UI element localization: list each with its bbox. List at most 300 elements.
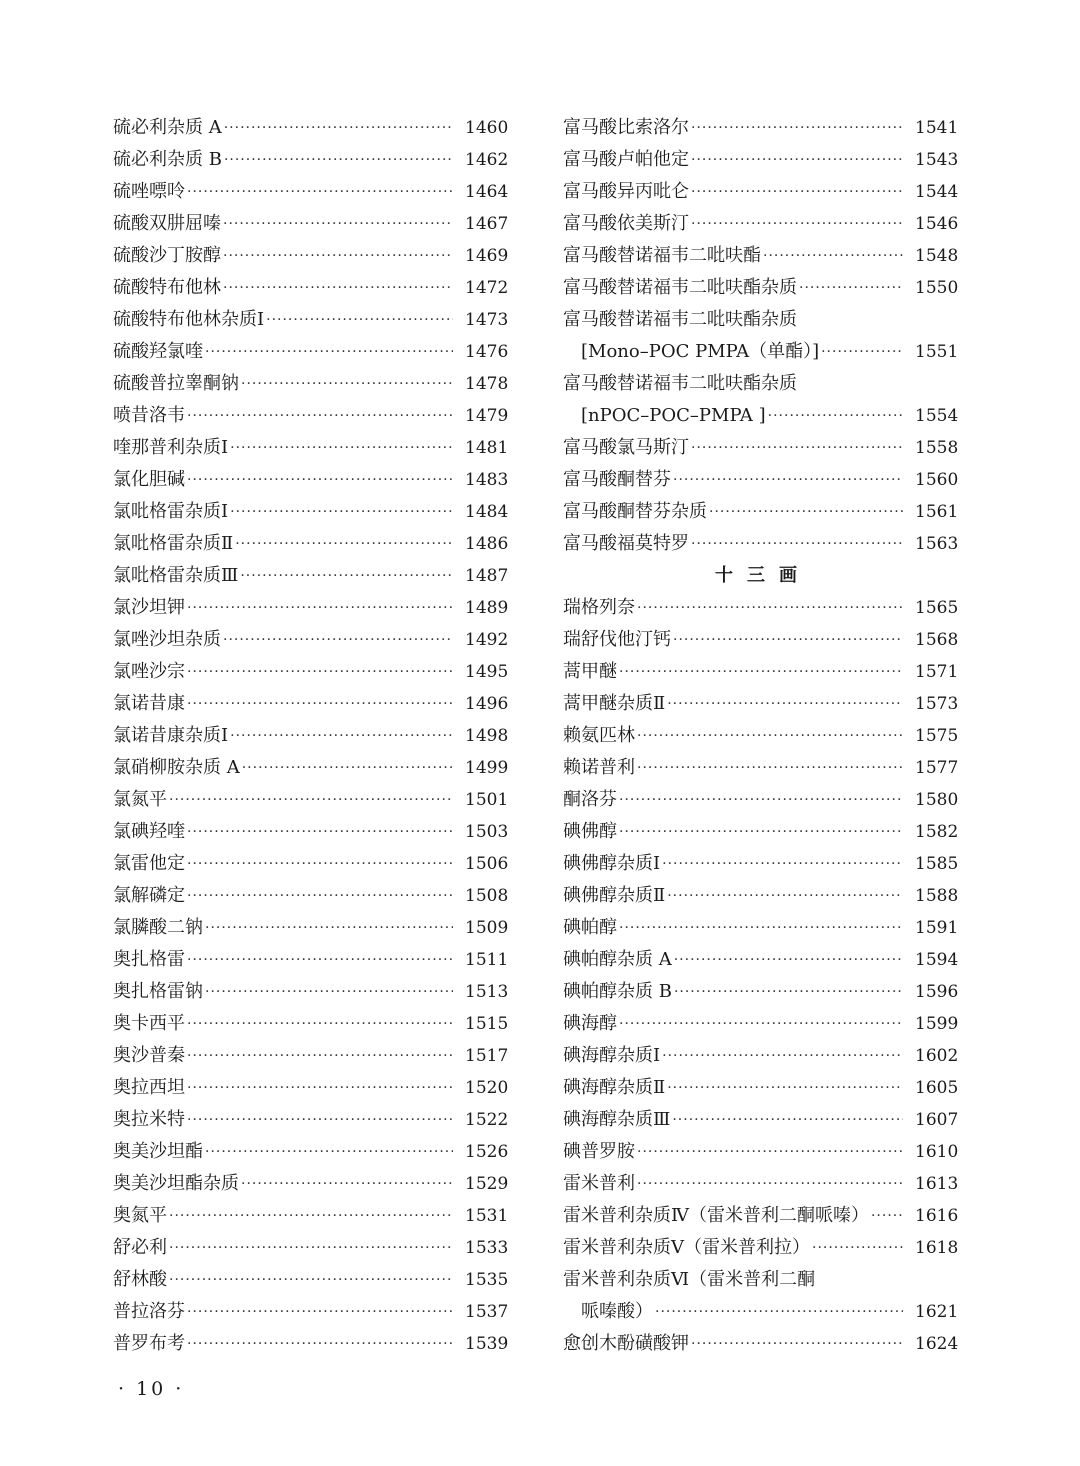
- entry-name: 奥美沙坦酯杂质: [113, 1173, 239, 1194]
- entry-page-number: 1616: [915, 1206, 959, 1226]
- entry-name: 氯诺昔康杂质Ⅰ: [113, 725, 229, 746]
- left-index-column: [113, 112, 513, 1360]
- entry-name: 舒必利: [113, 1237, 167, 1258]
- index-entry: [113, 592, 513, 624]
- dot-leader: [655, 1296, 903, 1328]
- dot-leader: [619, 816, 903, 848]
- dot-leader: [673, 624, 903, 656]
- entry-name: 氯诺昔康: [113, 693, 185, 714]
- entry-page-number: 1565: [915, 598, 959, 618]
- index-entry: [113, 1072, 513, 1104]
- index-entry: [563, 1040, 963, 1072]
- entry-page-number: 1503: [465, 822, 509, 842]
- dot-leader: [673, 464, 903, 496]
- entry-name: 酮洛芬: [563, 789, 617, 810]
- entry-page-number: 1546: [915, 214, 959, 234]
- dot-leader: [187, 848, 453, 880]
- entry-name: 雷米普利杂质Ⅵ（雷米普利二酮: [563, 1269, 816, 1290]
- index-entry: [563, 112, 963, 144]
- index-entry: [113, 368, 513, 400]
- index-entry: [563, 1168, 963, 1200]
- entry-page-number: 1499: [465, 758, 509, 778]
- dot-leader: [691, 208, 903, 240]
- index-entry: [113, 208, 513, 240]
- dot-leader: [637, 592, 903, 624]
- index-entry: [113, 112, 513, 144]
- index-entry: [113, 1104, 513, 1136]
- dot-leader: [691, 432, 903, 464]
- entry-name: 氯化胆碱: [113, 469, 185, 490]
- entry-page-number: 1568: [915, 630, 959, 650]
- dot-leader: [187, 880, 453, 912]
- index-entry: [113, 784, 513, 816]
- entry-page-number: 1484: [465, 502, 509, 522]
- dot-leader: [691, 176, 903, 208]
- entry-name: 喹那普利杂质Ⅰ: [113, 437, 229, 458]
- index-entry: [113, 144, 513, 176]
- dot-leader: [240, 560, 453, 592]
- index-entry: [563, 688, 963, 720]
- page-number: · 10 ·: [118, 1378, 185, 1400]
- index-entry: [113, 752, 513, 784]
- dot-leader: [169, 1232, 453, 1264]
- entry-page-number: 1498: [465, 726, 509, 746]
- entry-page-number: 1513: [465, 982, 509, 1002]
- dot-leader: [187, 1328, 453, 1360]
- dot-leader: [223, 240, 453, 272]
- entry-page-number: 1495: [465, 662, 509, 682]
- index-entry: [563, 272, 963, 304]
- entry-name: 富马酸替诺福韦二吡呋酯杂质: [563, 309, 797, 330]
- entry-name: 富马酸比索洛尔: [563, 117, 689, 138]
- index-entry: [563, 656, 963, 688]
- index-entry: [113, 1040, 513, 1072]
- entry-page-number: 1544: [915, 182, 959, 202]
- entry-page-number: 1496: [465, 694, 509, 714]
- dot-leader: [235, 528, 453, 560]
- entry-name: 碘帕醇杂质 B: [563, 981, 672, 1002]
- dot-leader: [637, 1168, 903, 1200]
- index-entry: [113, 912, 513, 944]
- entry-page-number: 1551: [915, 342, 959, 362]
- entry-name: 碘佛醇杂质Ⅱ: [563, 885, 666, 906]
- entry-page-number: 1467: [465, 214, 509, 234]
- entry-name: 硫酸羟氯喹: [113, 341, 203, 362]
- entry-name: 富马酸替诺福韦二吡呋酯杂质: [563, 277, 797, 298]
- entry-name: 奥拉西坦: [113, 1077, 185, 1098]
- index-entry: [113, 432, 513, 464]
- dot-leader: [242, 752, 453, 784]
- entry-name: 奥美沙坦酯: [113, 1141, 203, 1162]
- dot-leader: [871, 1200, 903, 1232]
- entry-page-number: 1478: [465, 374, 509, 394]
- entry-page-number: 1550: [915, 278, 959, 298]
- dot-leader: [674, 976, 903, 1008]
- index-entry: [563, 880, 963, 912]
- dot-leader: [223, 272, 453, 304]
- index-entry: [113, 1200, 513, 1232]
- dot-leader: [619, 1008, 903, 1040]
- entry-name: 碘海醇杂质Ⅰ: [563, 1045, 661, 1066]
- index-entry: [563, 592, 963, 624]
- dot-leader: [662, 848, 903, 880]
- entry-name: 富马酸替诺福韦二吡呋酯: [563, 245, 761, 266]
- dot-leader: [187, 176, 453, 208]
- dot-leader: [230, 496, 453, 528]
- index-entry: [113, 880, 513, 912]
- entry-page-number: 1560: [915, 470, 959, 490]
- entry-name: 碘海醇: [563, 1013, 617, 1034]
- dot-leader: [224, 144, 453, 176]
- index-entry: [113, 976, 513, 1008]
- entry-page-number: 1483: [465, 470, 509, 490]
- index-entry: [113, 1008, 513, 1040]
- index-entry: [563, 1232, 963, 1264]
- entry-name: 氯唑沙宗: [113, 661, 185, 682]
- entry-name: 碘帕醇: [563, 917, 617, 938]
- entry-page-number: 1526: [465, 1142, 509, 1162]
- entry-name: 富马酸卢帕他定: [563, 149, 689, 170]
- index-entry: [563, 176, 963, 208]
- entry-page-number: 1501: [465, 790, 509, 810]
- entry-name: 富马酸氯马斯汀: [563, 437, 689, 458]
- entry-page-number: 1571: [915, 662, 959, 682]
- entry-page-number: 1621: [915, 1302, 959, 1322]
- entry-page-number: 1492: [465, 630, 509, 650]
- index-entry: [563, 944, 963, 976]
- index-entry: [113, 688, 513, 720]
- entry-name: 氯吡格雷杂质Ⅲ: [113, 565, 239, 586]
- index-entry: [113, 720, 513, 752]
- index-entry: [113, 1168, 513, 1200]
- entry-name: 氯唑沙坦杂质: [113, 629, 221, 650]
- dot-leader: [169, 784, 453, 816]
- entry-name: 碘普罗胺: [563, 1141, 635, 1162]
- entry-name: 奥扎格雷: [113, 949, 185, 970]
- index-entry: [113, 1328, 513, 1360]
- dot-leader: [187, 944, 453, 976]
- entry-page-number: 1537: [465, 1302, 509, 1322]
- entry-name: 奥扎格雷钠: [113, 981, 203, 1002]
- index-entry: [563, 752, 963, 784]
- index-entry: [113, 336, 513, 368]
- entry-name: [Mono–POC PMPA（单酯）]: [581, 341, 820, 362]
- entry-name: 瑞舒伐他汀钙: [563, 629, 671, 650]
- index-entry: [113, 496, 513, 528]
- index-entry: [563, 976, 963, 1008]
- entry-page-number: 1605: [915, 1078, 959, 1098]
- entry-name: 雷米普利杂质Ⅳ（雷米普利二酮哌嗪）: [563, 1205, 869, 1226]
- entry-page-number: 1558: [915, 438, 959, 458]
- entry-page-number: 1561: [915, 502, 959, 522]
- dot-leader: [230, 432, 453, 464]
- entry-page-number: 1473: [465, 310, 509, 330]
- entry-name: 富马酸福莫特罗: [563, 533, 689, 554]
- entry-name: 碘海醇杂质Ⅲ: [563, 1109, 671, 1130]
- dot-leader: [223, 208, 453, 240]
- dot-leader: [205, 912, 453, 944]
- entry-page-number: 1591: [915, 918, 959, 938]
- index-entry: [113, 816, 513, 848]
- entry-page-number: 1624: [915, 1334, 959, 1354]
- dot-leader: [619, 784, 903, 816]
- dot-leader: [768, 400, 903, 432]
- dot-leader: [187, 1040, 453, 1072]
- index-entry: [563, 1008, 963, 1040]
- index-entry: [113, 1232, 513, 1264]
- entry-name: [nPOC–POC–PMPA ]: [581, 405, 766, 426]
- entry-page-number: 1539: [465, 1334, 509, 1354]
- dot-leader: [205, 1136, 453, 1168]
- index-entry: [113, 560, 513, 592]
- dot-leader: [691, 112, 903, 144]
- entry-page-number: 1506: [465, 854, 509, 874]
- entry-page-number: 1476: [465, 342, 509, 362]
- dot-leader: [667, 880, 903, 912]
- index-entry: [113, 176, 513, 208]
- index-entry: [563, 208, 963, 240]
- entry-name: 普罗布考: [113, 1333, 185, 1354]
- index-entry: [113, 944, 513, 976]
- entry-page-number: 1479: [465, 406, 509, 426]
- index-entry: [113, 1264, 513, 1296]
- index-entry: [113, 464, 513, 496]
- entry-page-number: 1464: [465, 182, 509, 202]
- dot-leader: [667, 1072, 903, 1104]
- entry-name: 氯吡格雷杂质Ⅱ: [113, 533, 234, 554]
- index-entry: [563, 1200, 963, 1232]
- dot-leader: [169, 1264, 453, 1296]
- entry-name: 富马酸异丙吡仑: [563, 181, 689, 202]
- entry-name: 硫酸特布他林杂质Ⅰ: [113, 309, 265, 330]
- entry-name: 舒林酸: [113, 1269, 167, 1290]
- entry-page-number: 1535: [465, 1270, 509, 1290]
- dot-leader: [691, 1328, 903, 1360]
- entry-page-number: 1469: [465, 246, 509, 266]
- dot-leader: [187, 592, 453, 624]
- entry-name: 碘帕醇杂质 A: [563, 949, 672, 970]
- entry-name: 氯雷他定: [113, 853, 185, 874]
- entry-page-number: 1618: [915, 1238, 959, 1258]
- dot-leader: [674, 944, 903, 976]
- dot-leader: [812, 1232, 903, 1264]
- dot-leader: [662, 1040, 903, 1072]
- entry-page-number: 1508: [465, 886, 509, 906]
- dot-leader: [187, 1008, 453, 1040]
- entry-page-number: 1486: [465, 534, 509, 554]
- index-entry: [563, 368, 963, 400]
- index-entry: [563, 1264, 963, 1296]
- index-entry: [563, 336, 963, 368]
- entry-page-number: 1575: [915, 726, 959, 746]
- index-entry: [563, 304, 963, 336]
- dot-leader: [187, 816, 453, 848]
- index-entry: [563, 624, 963, 656]
- index-entry: [113, 1136, 513, 1168]
- section-header: 十三画: [715, 565, 811, 586]
- dot-leader: [799, 272, 903, 304]
- entry-name: 奥拉米特: [113, 1109, 185, 1130]
- entry-name: 氯沙坦钾: [113, 597, 185, 618]
- dot-leader: [241, 1168, 453, 1200]
- entry-page-number: 1522: [465, 1110, 509, 1130]
- dot-leader: [637, 1136, 903, 1168]
- entry-name: 赖诺普利: [563, 757, 635, 778]
- dot-leader: [709, 496, 903, 528]
- entry-name: 富马酸酮替芬杂质: [563, 501, 707, 522]
- index-entry: [563, 912, 963, 944]
- entry-name: 硫必利杂质 A: [113, 117, 222, 138]
- dot-leader: [667, 688, 903, 720]
- index-entry: [563, 496, 963, 528]
- entry-page-number: 1489: [465, 598, 509, 618]
- dot-leader: [187, 1104, 453, 1136]
- entry-page-number: 1543: [915, 150, 959, 170]
- dot-leader: [763, 240, 903, 272]
- dot-leader: [187, 400, 453, 432]
- entry-page-number: 1509: [465, 918, 509, 938]
- index-entry: [563, 1296, 963, 1328]
- entry-page-number: 1481: [465, 438, 509, 458]
- entry-name: 哌嗪酸）: [581, 1301, 653, 1322]
- entry-name: 硫酸沙丁胺醇: [113, 245, 221, 266]
- index-entry: [563, 400, 963, 432]
- dot-leader: [691, 528, 903, 560]
- dot-leader: [224, 112, 453, 144]
- dot-leader: [619, 656, 903, 688]
- index-entry: [113, 272, 513, 304]
- entry-name: 碘海醇杂质Ⅱ: [563, 1077, 666, 1098]
- dot-leader: [205, 976, 453, 1008]
- entry-page-number: 1487: [465, 566, 509, 586]
- entry-name: 愈创木酚磺酸钾: [563, 1333, 689, 1354]
- index-entry: [113, 848, 513, 880]
- dot-leader: [619, 912, 903, 944]
- entry-page-number: 1607: [915, 1110, 959, 1130]
- right-index-column: [563, 112, 963, 1360]
- entry-name: 富马酸替诺福韦二吡呋酯杂质: [563, 373, 797, 394]
- index-entry: [563, 144, 963, 176]
- entry-name: 奥氮平: [113, 1205, 167, 1226]
- entry-name: 氯吡格雷杂质Ⅰ: [113, 501, 229, 522]
- index-entry: [563, 784, 963, 816]
- entry-page-number: 1596: [915, 982, 959, 1002]
- entry-name: 氯解磷定: [113, 885, 185, 906]
- index-entry: [113, 240, 513, 272]
- entry-name: 氯氮平: [113, 789, 167, 810]
- entry-page-number: 1511: [465, 950, 509, 970]
- dot-leader: [672, 1104, 903, 1136]
- dot-leader: [241, 368, 453, 400]
- index-entry: [113, 304, 513, 336]
- entry-name: 雷米普利杂质Ⅴ（雷米普利拉）: [563, 1237, 810, 1258]
- entry-name: 奥卡西平: [113, 1013, 185, 1034]
- entry-name: 瑞格列奈: [563, 597, 635, 618]
- entry-page-number: 1533: [465, 1238, 509, 1258]
- entry-page-number: 1594: [915, 950, 959, 970]
- entry-name: 蒿甲醚杂质Ⅱ: [563, 693, 666, 714]
- entry-page-number: 1554: [915, 406, 959, 426]
- entry-name: 富马酸酮替芬: [563, 469, 671, 490]
- entry-name: 硫酸双肼屈嗪: [113, 213, 221, 234]
- entry-page-number: 1460: [465, 118, 509, 138]
- dot-leader: [637, 752, 903, 784]
- index-entry: [113, 528, 513, 560]
- dot-leader: [205, 336, 453, 368]
- entry-name: 富马酸依美斯汀: [563, 213, 689, 234]
- entry-name: 奥沙普秦: [113, 1045, 185, 1066]
- dot-leader: [691, 144, 903, 176]
- dot-leader: [637, 720, 903, 752]
- entry-page-number: 1548: [915, 246, 959, 266]
- entry-name: 碘佛醇杂质Ⅰ: [563, 853, 661, 874]
- index-entry: [113, 400, 513, 432]
- entry-name: 氯硝柳胺杂质 A: [113, 757, 240, 778]
- entry-page-number: 1517: [465, 1046, 509, 1066]
- entry-page-number: 1613: [915, 1174, 959, 1194]
- index-entry: [563, 464, 963, 496]
- entry-page-number: 1585: [915, 854, 959, 874]
- dot-leader: [230, 720, 453, 752]
- entry-page-number: 1541: [915, 118, 959, 138]
- entry-page-number: 1472: [465, 278, 509, 298]
- dot-leader: [223, 624, 453, 656]
- entry-name: 喷昔洛韦: [113, 405, 185, 426]
- index-entry: [113, 656, 513, 688]
- entry-name: 雷米普利: [563, 1173, 635, 1194]
- dot-leader: [169, 1200, 453, 1232]
- index-entry: [113, 624, 513, 656]
- dot-leader: [187, 656, 453, 688]
- entry-page-number: 1602: [915, 1046, 959, 1066]
- entry-page-number: 1577: [915, 758, 959, 778]
- entry-name: 硫唑嘌呤: [113, 181, 185, 202]
- entry-name: 赖氨匹林: [563, 725, 635, 746]
- entry-page-number: 1573: [915, 694, 959, 714]
- entry-name: 硫必利杂质 B: [113, 149, 222, 170]
- dot-leader: [187, 1072, 453, 1104]
- entry-name: 硫酸特布他林: [113, 277, 221, 298]
- entry-name: 普拉洛芬: [113, 1301, 185, 1322]
- index-entry: [563, 1104, 963, 1136]
- dot-leader: [187, 464, 453, 496]
- entry-name: 碘佛醇: [563, 821, 617, 842]
- index-entry: [563, 240, 963, 272]
- entry-page-number: 1563: [915, 534, 959, 554]
- index-entry: [563, 1328, 963, 1360]
- entry-name: 蒿甲醚: [563, 661, 617, 682]
- entry-page-number: 1462: [465, 150, 509, 170]
- index-entry: [113, 1296, 513, 1328]
- entry-page-number: 1599: [915, 1014, 959, 1034]
- dot-leader: [187, 688, 453, 720]
- index-entry: [563, 720, 963, 752]
- index-entry: [563, 816, 963, 848]
- entry-page-number: 1580: [915, 790, 959, 810]
- index-entry: [563, 1136, 963, 1168]
- dot-leader: [821, 336, 903, 368]
- entry-page-number: 1529: [465, 1174, 509, 1194]
- entry-page-number: 1515: [465, 1014, 509, 1034]
- dot-leader: [266, 304, 453, 336]
- index-entry: [563, 432, 963, 464]
- index-entry: [563, 848, 963, 880]
- entry-page-number: 1531: [465, 1206, 509, 1226]
- entry-page-number: 1610: [915, 1142, 959, 1162]
- index-entry: [563, 1072, 963, 1104]
- index-entry: [563, 528, 963, 560]
- entry-name: 氯碘羟喹: [113, 821, 185, 842]
